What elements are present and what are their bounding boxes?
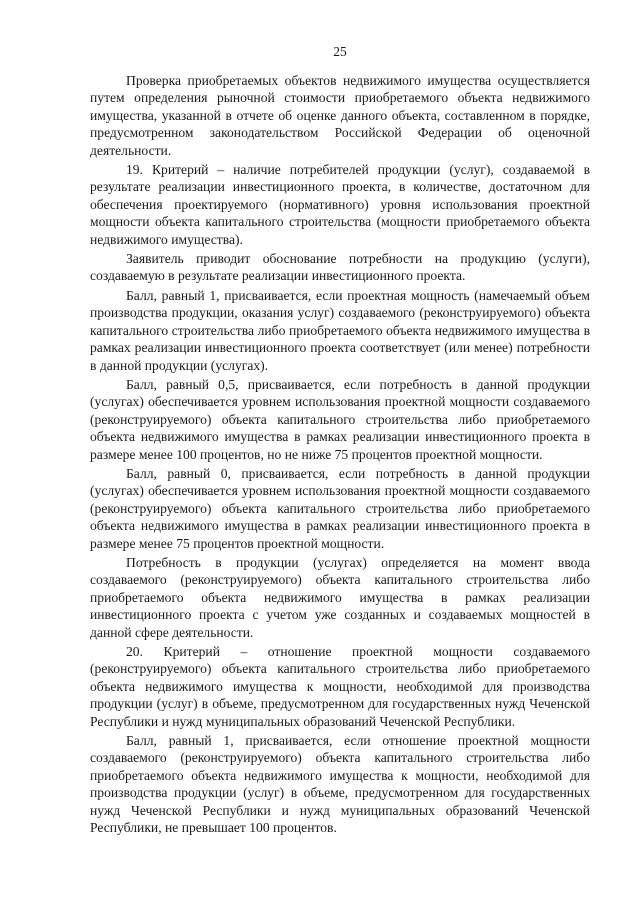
paragraph-criterion-20: 20. Критерий – отношение проектной мощности создаваемого (реконструируемого) объекта капитального строительства либо приобретаемого объекта недвижимого имущества к мощности, необходимой для производства продукции (услуг) в объеме, предусмотренном для государственных нужд Чеченской Республики и нужд муниципальных образований Чеченской Республики.	[90, 644, 590, 729]
document-body	[90, 72, 590, 836]
paragraph-score-0-5: Балл, равный 0,5, присваивается, если потребность в данной продукции (услугах) обеспечивается уровнем использования проектной мощности создаваемого (реконструируемого) объекта капитального строительства либо приобретаемого объекта недвижимого имущества в рамках реализации инвестиционного проекта в размере менее 100 процентов, но не ниже 75 процентов проектной мощности.	[90, 376, 590, 462]
paragraph-valuation-check: Проверка приобретаемых объектов недвижимого имущества осуществляется путем определения рыночной стоимости приобретаемого объекта недвижимого имущества, указанной в отчете об оценке данного объекта, составленном в порядке, предусмотренном законодательством Российской Федерации об оценочной деятельности.	[90, 73, 590, 158]
page-number: 25	[333, 44, 347, 59]
paragraph-score-0: Балл, равный 0, присваивается, если потребность в данной продукции (услугах) обеспечивается уровнем использования проектной мощности создаваемого (реконструируемого) объекта капитального строительства либо приобретаемого объекта недвижимого имущества в рамках реализации инвестиционного проекта в размере менее 75 процентов проектной мощности.	[90, 465, 590, 551]
paragraph-score-1: Балл, равный 1, присваивается, если проектная мощность (намечаемый объем производства продукции, оказания услуг) создаваемого (реконструируемого) объекта капитального строительства либо приобретаемого объекта недвижимого имущества в рамках реализации инвестиционного проекта соответствует (или менее) потребности в данной продукции (услугах).	[90, 287, 590, 373]
paragraph-criterion-20-score-1: Балл, равный 1, присваивается, если отношение проектной мощности создаваемого (реконструируемого) объекта капитального строительства либо приобретаемого объекта недвижимого имущества к мощности, необходимой для производства продукции (услуг) в объеме, предусмотренном для государственных нужд Чеченской Республики и нужд муниципальных образований Чеченской Республики, не превышает 100 процентов.	[90, 733, 590, 836]
paragraph-applicant-justification: Заявитель приводит обоснование потребности на продукцию (услуги), создаваемую в результате реализации инвестиционного проекта.	[90, 251, 590, 284]
paragraph-criterion-19: 19. Критерий – наличие потребителей продукции (услуг), создаваемой в результате реализации инвестиционного проекта, в количестве, достаточном для обеспечения проектируемого (нормативного) уровня использования проектной мощности объекта капитального строительства (мощности приобретаемого объекта недвижимого имущества).	[90, 162, 590, 247]
paragraph-demand-determination: Потребность в продукции (услугах) определяется на момент ввода создаваемого (реконструируемого) объекта капитального строительства либо приобретаемого объекта недвижимого имущества в рамках реализации инвестиционного проекта с учетом уже созданных и создаваемых мощностей в данной сфере деятельности.	[90, 554, 590, 640]
